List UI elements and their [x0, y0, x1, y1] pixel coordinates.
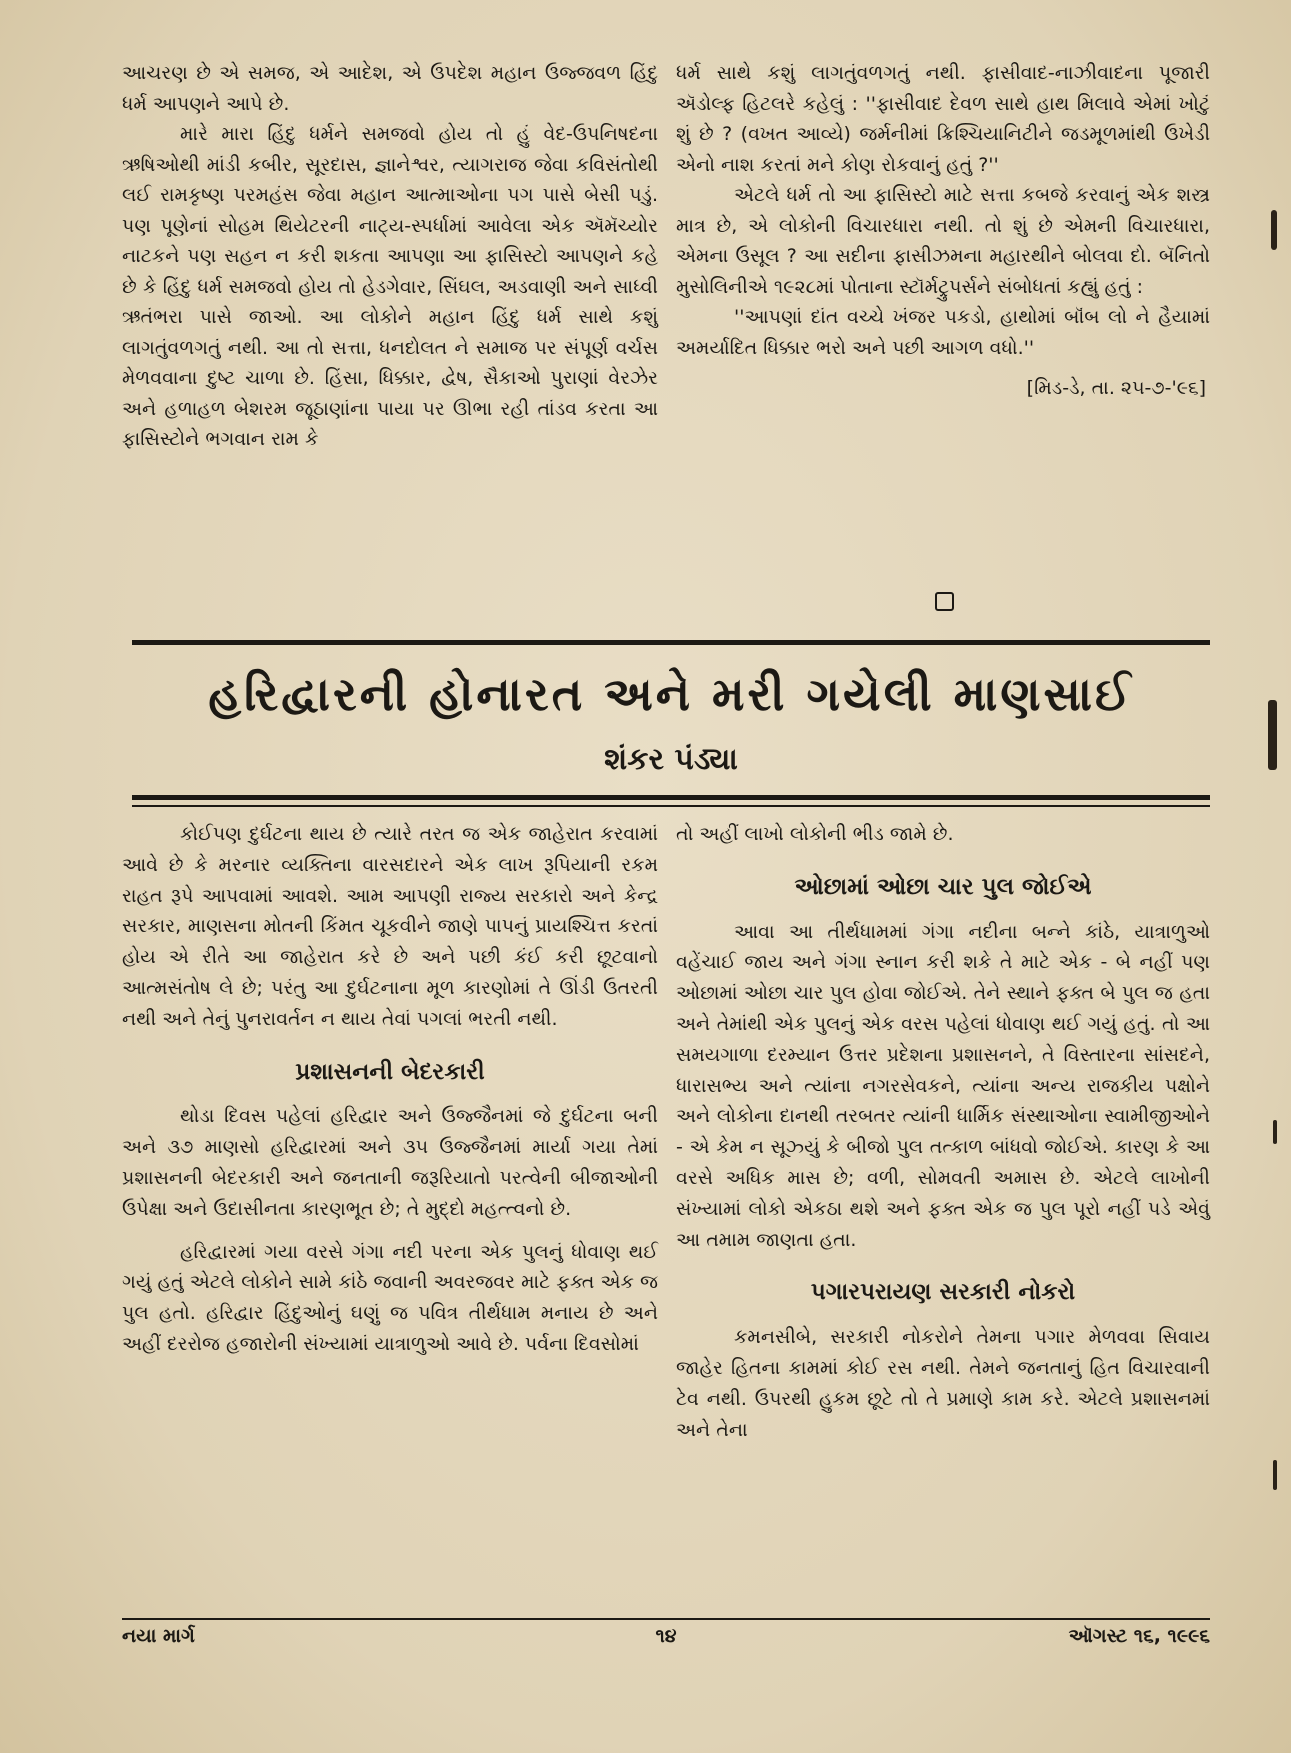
paper-tear-mark — [1268, 700, 1277, 770]
section-heading: ઓછામાં ઓછા ચાર પુલ જોઈએ — [794, 873, 1092, 900]
top-right-column — [676, 58, 1210, 404]
paragraph: ધર્મ સાથે કશું લાગતુંવળગતું નથી. ફાસીવાદ-નાઝીવાદના પૂજારી ઍડોલ્ફ હિટલરે કહેલું : ''ફાસીવાદ દેવળ સાથે હાથ મિલાવે એમાં ખોટું શું છે ? (વખત આવ્યે) જર્મનીમાં ક્રિશ્ચિયાનિટીને જડમૂળમાંથી ઉખેડી એનો નાશ કરતાં મને કોણ રોકવાનું હતું ?'' — [676, 62, 1210, 176]
bottom-left-column — [122, 819, 658, 1360]
paragraph: આચરણ છે એ સમજ, એ આદેશ, એ ઉપદેશ મહાન ઉજ્જવળ હિંદુ ધર્મ આપણને આપે છે. — [122, 62, 658, 115]
paragraph: કમનસીબે, સરકારી નોકરોને તેમના પગાર મેળવવા સિવાય જાહેર હિતના કામમાં કોઈ રસ નથી. તેમને જનતાનું હિત વિચારવાની ટેવ નથી. ઉપરથી હુકમ છૂટે તો તે પ્રમાણે કામ કરે. એટલે પ્રશાસનમાં અને તેના — [676, 1326, 1210, 1441]
paragraph: મારે મારા હિંદુ ધર્મને સમજવો હોય તો હું વેદ-ઉપનિષદના ઋષિઓથી માંડી કબીર, સૂરદાસ, જ્ઞાનેશ્વર, ત્યાગરાજ જેવા કવિસંતોથી લઈ રામકૃષ્ણ પરમહંસ જેવા મહાન આત્માઓના પગ પાસે બેસી પડું. પણ પૂણેનાં સોહમ થિયેટરની નાટ્ય-સ્પર્ધામાં આવેલા એક ઍમૅચ્યોર નાટકને પણ સહન ન કરી શકતા આપણા આ ફાસિસ્ટો આપણને કહે છે કે હિંદુ ધર્મ સમજવો હોય તો હેડગેવાર, સિંઘલ, અડવાણી અને સાધ્વી ઋતંભરા પાસે જાઓ. આ લોકોને મહાન હિંદુ ધર્મ સાથે કશું લાગતુંવળગતું નથી. આ તો સત્તા, ધનદોલત ને સમાજ પર સંપૂર્ણ વર્ચસ મેળવવાના દુષ્ટ ચાળા છે. હિંસા, ધિક્કાર, દ્વેષ, સૈકાઓ પુરાણાં વેરઝેર અને હળાહળ બેશરમ જૂઠાણાંના પાયા પર ઊભા રહી તાંડવ કરતા આ ફાસિસ્ટોને ભગવાન રામ કે — [122, 123, 658, 450]
title-rule-bottom-thin — [132, 805, 1210, 807]
paragraph: એટલે ધર્મ તો આ ફાસિસ્ટો માટે સત્તા કબજે કરવાનું એક શસ્ત્ર માત્ર છે, એ લોકોની વિચારધારા નથી. તો શું છે એમની વિચારધારા, એમના ઉસૂલ ? આ સદીના ફાસીઝમના મહારથીને બોલવા દો. બૅનિતો મુસોલિનીએ ૧૯૨૮માં પોતાના સ્ટૉર્મટ્રુપર્સને સંબોધતાં કહ્યું હતું : — [676, 184, 1210, 298]
paper-tear-mark — [1273, 1120, 1277, 1144]
end-of-article-mark — [935, 592, 954, 611]
top-left-column — [122, 58, 658, 455]
source-citation: [મિડ-ડે, તા. ૨૫-૭-'૯૬] — [1026, 377, 1206, 399]
paragraph: આવા આ તીર્થધામમાં ગંગા નદીના બન્ને કાંઠે, યાત્રાળુઓ વહેંચાઈ જાય અને ગંગા સ્નાન કરી શકે તે માટે એક - બે નહીં પણ ઓછામાં ઓછા ચાર પુલ હોવા જોઈએ. તેને સ્થાને ફક્ત બે પુલ જ હતા અને તેમાંથી એક પુલનું એક વરસ પહેલાં ધોવાણ થઈ ગયું હતું. તો આ સમયગાળા દરમ્યાન ઉત્તર પ્રદેશના પ્રશાસનને, તે વિસ્તારના સાંસદને, ધારાસભ્ય અને ત્યાંના નગરસેવકને, ત્યાંના અન્ય રાજકીય પક્ષોને અને લોકોના દાનથી તરબતર ત્યાંની ધાર્મિક સંસ્થાઓના સ્વામીજીઓને - એ કેમ ન સૂઝ્યું કે બીજો પુલ તત્કાળ બાંધવો જોઈએ. કારણ કે આ વરસે અધિક માસ છે; વળી, સોમવતી અમાસ છે. એટલે લાખોની સંખ્યામાં લોકો એકઠા થશે અને ફક્ત એક જ પુલ પૂરો નહીં પડે એવું આ તમામ જાણતા હતા. — [676, 920, 1210, 1251]
article-author: શંકર પંડ્યા — [604, 742, 738, 777]
footer-rule — [122, 1618, 1210, 1620]
paragraph: થોડા દિવસ પહેલાં હરિદ્વાર અને ઉજ્જૈનમાં જે દુર્ઘટના બની અને ૩૭ માણસો હરિદ્વારમાં અને ૩૫ ઉજ્જૈનમાં માર્યા ગયા તેમાં પ્રશાસનની બેદરકારી અને જનતાની જરૂરિયાતો પરત્વેની બીજાઓની ઉપેક્ષા અને ઉદાસીનતા કારણભૂત છે; તે મુદ્દો મહત્ત્વનો છે. — [122, 1105, 658, 1220]
issue-date: ઑગસ્ટ ૧૬, ૧૯૯૬ — [1068, 1625, 1210, 1647]
magazine-name: નયા માર્ગ — [122, 1625, 195, 1647]
paper-tear-mark — [1273, 1460, 1277, 1490]
quote-paragraph: ''આપણાં દાંત વચ્ચે ખંજર પકડો, હાથોમાં બૉંબ લો ને હૈયામાં અમર્યાદિત ધિક્કાર ભરો અને પછી આગળ વધો.'' — [676, 306, 1210, 359]
paper-tear-mark — [1271, 210, 1277, 250]
paragraph: કોઈપણ દુર્ઘટના થાય છે ત્યારે તરત જ એક જાહેરાત કરવામાં આવે છે કે મરનાર વ્યક્તિના વારસદારને એક લાખ રૂપિયાની રકમ રાહત રૂપે આપવામાં આવશે. આમ આપણી રાજ્ય સરકારો અને કેન્દ્ર સરકાર, માણસના મોતની કિંમત ચૂકવીને જાણે પાપનું પ્રાયશ્ચિત્ત કરતાં હોય એ રીતે આ જાહેરાત કરે છે અને પછી કંઈ કરી છૂટવાનો આત્મસંતોષ લે છે; પરંતુ આ દુર્ઘટનાના મૂળ કારણોમાં તે ઊંડી ઉતરતી નથી અને તેનું પુનરાવર્તન ન થાય તેવાં પગલાં ભરતી નથી. — [122, 823, 658, 1030]
title-rule-bottom-thick — [132, 795, 1210, 800]
section-heading: પ્રશાસનની બેદરકારી — [295, 1058, 485, 1085]
bottom-right-column — [676, 819, 1210, 1445]
paragraph: હરિદ્વારમાં ગયા વરસે ગંગા નદી પરના એક પુલનું ધોવાણ થઈ ગયું હતું એટલે લોકોને સામે કાંઠે જવાની અવરજવર માટે ફક્ત એક જ પુલ હતો. હરિદ્વાર હિંદુઓનું ઘણું જ પવિત્ર તીર્થધામ મનાય છે અને અહીં દરરોજ હજારોની સંખ્યામાં યાત્રાળુઓ આવે છે. પર્વના દિવસોમાં — [122, 1240, 658, 1355]
page-footer — [122, 1625, 1210, 1657]
section-heading: પગારપરાયણ સરકારી નોકરો — [810, 1279, 1076, 1306]
paragraph: તો અહીં લાખો લોકોની ભીડ જામે છે. — [676, 823, 954, 845]
article-title: હરિદ્વારની હોનારત અને મરી ગયેલી માણસાઈ — [208, 667, 1134, 721]
page-number: ૧૪ — [655, 1625, 677, 1647]
title-rule-top — [132, 640, 1210, 645]
